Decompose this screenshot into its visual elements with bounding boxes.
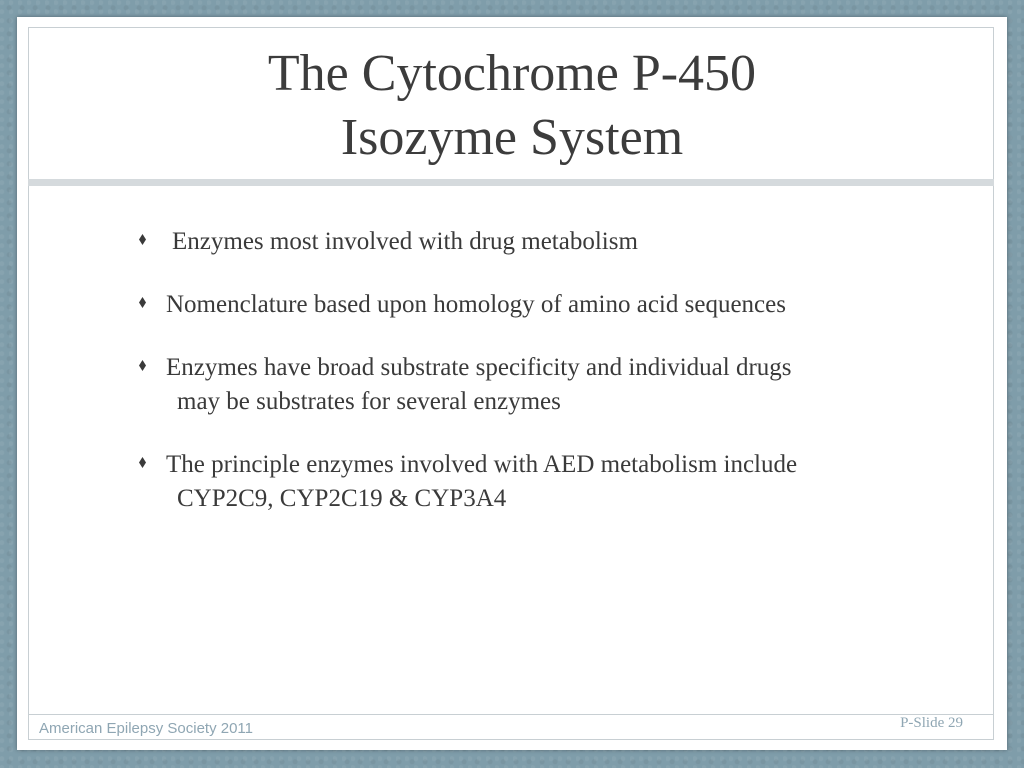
bullet-text-line-1: Enzymes have broad substrate specificity and individual drugs [166,354,792,381]
title-line-2: Isozyme System [340,109,684,166]
bullet-text-line-2: may be substrates for several enzymes [177,388,561,415]
footer-divider [28,714,994,715]
footer-organization: American Epilepsy Society 2011 [39,720,253,737]
slide-number: P-Slide 29 [900,715,963,731]
bullet-text-line-1: The principle enzymes involved with AED metabolism include [166,451,798,478]
bullet-item-4 [139,448,939,516]
bullet-item-1 [139,225,939,259]
small-diamond-icon [139,234,146,245]
bullet-text: Nomenclature based upon homology of amino acid sequences [166,291,786,318]
bullet-text: Enzymes most involved with drug metabolism [172,228,638,255]
bullet-item-3 [139,351,939,419]
small-diamond-icon [139,297,146,308]
bullet-item-2 [139,288,939,322]
bullet-list [139,225,939,545]
title-line-1: The Cytochrome P-450 [267,45,757,102]
slide-title [17,42,1007,170]
slide [17,17,1007,750]
small-diamond-icon [139,360,146,371]
bullet-text-line-2: CYP2C9, CYP2C19 & CYP3A4 [177,485,507,512]
small-diamond-icon [139,457,146,468]
title-divider [28,179,994,186]
